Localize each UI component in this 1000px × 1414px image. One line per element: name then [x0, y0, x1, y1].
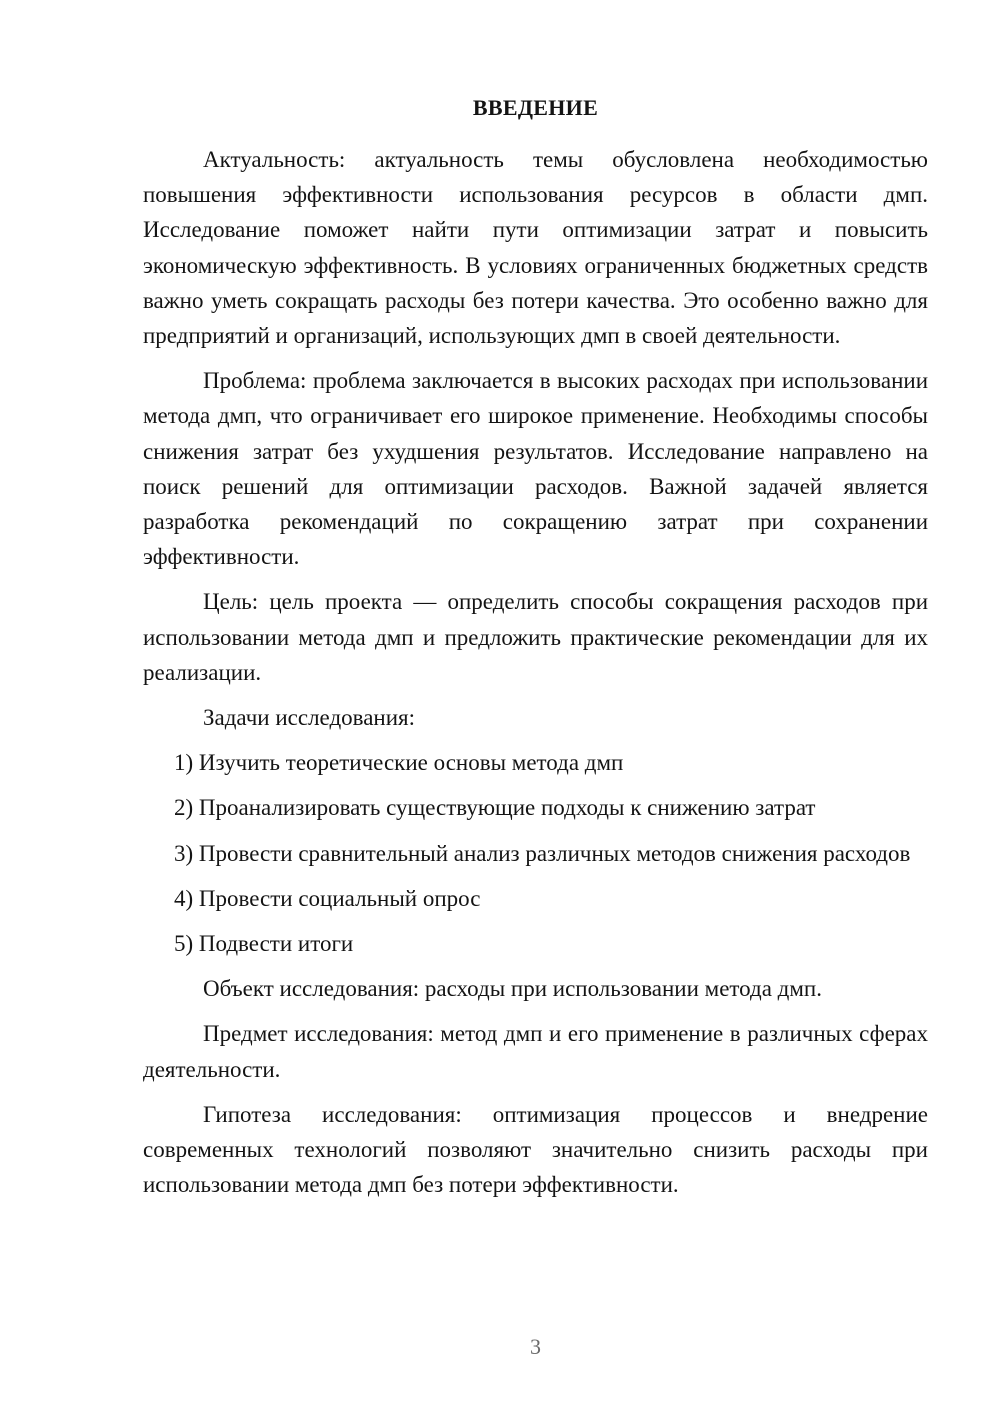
- task-item: 4) Провести социальный опрос: [174, 885, 481, 911]
- problem-paragraph: Проблема: проблема заключается в высоких расходах при использовании метода дмп, что ограничивает его широкое применение. Необходимы способы снижения затрат без ухудшения результатов. Исследование направлено на поиск решений для оптимизации расходов. Важной задачей является разработка рекомендаций по сокращению затрат при сохранении эффективности.: [143, 368, 928, 570]
- subject-paragraph: Предмет исследования: метод дмп и его применение в различных сферах деятельности.: [143, 1021, 928, 1082]
- task-item: 2) Проанализировать существующие подходы к снижению затрат: [174, 795, 816, 821]
- object-paragraph: Объект исследования: расходы при использовании метода дмп.: [203, 976, 822, 1002]
- task-item: 3) Провести сравнительный анализ различных методов снижения расходов: [174, 840, 911, 866]
- goal-paragraph: Цель: цель проекта — определить способы сокращения расходов при использовании метода дмп и предложить практические рекомендации для их реализации.: [143, 589, 928, 685]
- document-body: [143, 142, 928, 1212]
- hypothesis-paragraph: Гипотеза исследования: оптимизация процессов и внедрение современных технологий позволяют значительно снизить расходы при использовании метода дмп без потери эффективности.: [143, 1101, 928, 1198]
- task-item: 1) Изучить теоретические основы метода дмп: [174, 750, 624, 776]
- page-number: 3: [530, 1334, 541, 1359]
- relevance-paragraph: Актуальность: актуальность темы обусловлена необходимостью повышения эффективности использования ресурсов в области дмп. Исследование поможет найти пути оптимизации затрат и повысить экономическую эффективность. В условиях ограниченных бюджетных средств важно уметь сокращать расходы без потери качества. Это особенно важно для предприятий и организаций, использующих дмп в своей деятельности.: [143, 147, 928, 349]
- task-item: 5) Подвести итоги: [174, 931, 354, 957]
- page-title: ВВЕДЕНИЕ: [472, 95, 599, 120]
- tasks-heading: Задачи исследования:: [203, 705, 416, 731]
